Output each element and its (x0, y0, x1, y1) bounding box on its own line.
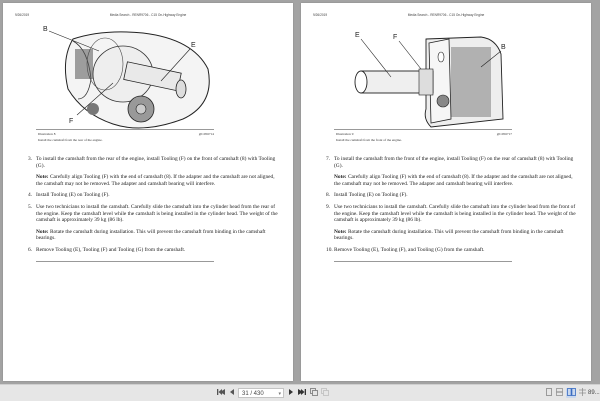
continuous-page-icon (556, 388, 563, 396)
last-page-button[interactable] (297, 388, 307, 398)
continuous-view-button[interactable] (555, 388, 563, 398)
header-date: 9/26/2019 (15, 13, 30, 17)
step-3: 3. To install the camshaft from the rear of the engine, install Tooling (F) on the front of camshaft (8) with Tooling (G). (28, 156, 276, 169)
first-page-button[interactable] (216, 388, 226, 398)
prev-page-icon (229, 388, 235, 396)
step-8: 8. Install Tooling (E) on Tooling (F). (326, 192, 408, 199)
header-date: 9/26/2019 (313, 13, 328, 17)
label-f: F (393, 34, 398, 41)
viewer-toolbar (0, 384, 600, 401)
two-page-icon (567, 388, 576, 396)
procedure-steps (28, 156, 278, 259)
two-page-continuous-button[interactable] (578, 388, 586, 398)
note: Note: Carefully align Tooling (F) with the end of camshaft (8). If the adapter and the camshaft are not aligned, the camshaft may not be removed. The adapter and camshaft bearing will interfere. (36, 174, 275, 187)
copy-icon (310, 388, 318, 396)
page-number-value: 31 / 430 (242, 391, 264, 397)
label-b: B (501, 44, 506, 51)
step-7: 7. To install the camshaft from the front of the engine, install Tooling (F) on the rear of camshaft (8) with Tooling (G). (326, 156, 574, 169)
label-e: E (191, 42, 196, 49)
page-8 (301, 3, 591, 381)
label-e: E (355, 32, 360, 39)
illustration-label: Illustration 9 (336, 132, 354, 136)
label-f: F (69, 118, 74, 125)
illustration-top-rule (334, 129, 512, 130)
page-7 (3, 3, 293, 381)
label-b: B (43, 26, 48, 33)
illustration-description: Install the camshaft from the front of the engine. (336, 138, 402, 142)
header-title: Media Search - RENR9706 - C15 On-Highway Engine (109, 13, 187, 17)
illustration-label: Illustration 8 (38, 132, 56, 136)
step-9: 9. Use two technicians to install the camshaft. Carefully slide the camshaft into the cylinder head from the front of the engine. Keep the camshaft level while the camshaft is being installed in the cylinder head. The weight of the camshaft is approximately 39 kg (86 lb). (326, 203, 576, 224)
zoom-level[interactable]: 89... (588, 390, 600, 396)
step-10: 10. Remove Tooling (E), Tooling (F), and Tooling (G) from the camshaft. (326, 246, 485, 253)
next-page-button[interactable] (287, 388, 295, 398)
illustration-id: g01056714 (198, 132, 214, 136)
procedure-steps (326, 156, 576, 259)
paste-button[interactable] (320, 388, 329, 398)
chevron-down-icon[interactable]: ▾ (278, 391, 281, 397)
note: Note: Carefully align Tooling (F) with the end of camshaft (8). If the adapter and the camshaft are not aligned, the camshaft may not be removed. The adapter and camshaft bearing will interfere. (334, 174, 573, 187)
duplicate-icon (321, 388, 329, 396)
illustration-id: g01056717 (496, 132, 512, 136)
last-page-icon (298, 388, 306, 396)
single-page-view-button[interactable] (545, 388, 553, 398)
note: Note: Rotate the camshaft during installation. This will prevent the camshaft from binding in the camshaft bearings. (334, 228, 564, 242)
illustration-description: Install the camshaft from the rear of the engine. (38, 138, 103, 142)
illustration-top-rule (36, 129, 214, 130)
illustration-9-image (331, 19, 521, 129)
single-page-icon (546, 388, 552, 396)
illustration-8-image (33, 19, 223, 129)
two-page-view-button[interactable] (566, 388, 576, 398)
step-4: 4. Install Tooling (E) on Tooling (F). (28, 192, 110, 199)
section-end-rule (334, 261, 512, 262)
two-page-continuous-icon (579, 388, 586, 396)
section-end-rule (36, 261, 214, 262)
first-page-icon (217, 388, 225, 396)
step-6: 6. Remove Tooling (E), Tooling (F) and Tooling (G) from the camshaft. (28, 246, 186, 253)
previous-page-button[interactable] (228, 388, 236, 398)
step-5: 5. Use two technicians to install the camshaft. Carefully slide the camshaft into the cylinder head from the rear of the engine. Keep the camshaft level while the camshaft is being installed in the cylinder head. The weight of the camshaft is approximately 39 kg (86 lb). (28, 203, 278, 224)
next-page-icon (288, 388, 294, 396)
page-number-field[interactable] (238, 388, 284, 398)
header-title: Media Search - RENR9706 - C15 On-Highway Engine (407, 13, 485, 17)
copy-button[interactable] (309, 388, 318, 398)
note: Note: Rotate the camshaft during installation. This will prevent the camshaft from binding in the camshaft bearings. (36, 228, 266, 242)
